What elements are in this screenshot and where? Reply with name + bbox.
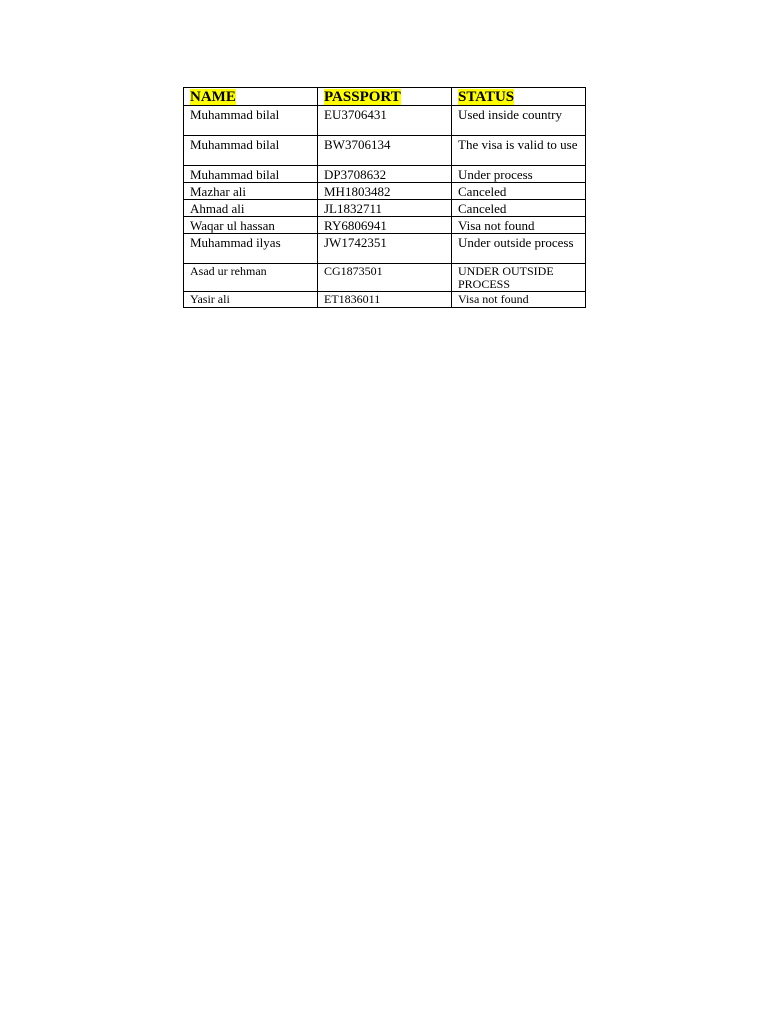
cell-status: Used inside country — [452, 106, 586, 136]
cell-name: Muhammad bilal — [184, 106, 318, 136]
cell-passport: ET1836011 — [318, 292, 452, 308]
table-row — [184, 166, 586, 183]
cell-name: Muhammad ilyas — [184, 234, 318, 264]
table-row — [184, 183, 586, 200]
table-row — [184, 106, 586, 136]
cell-status: UNDER OUTSIDE PROCESS — [452, 264, 586, 292]
cell-passport: EU3706431 — [318, 106, 452, 136]
cell-name: Muhammad bilal — [184, 136, 318, 166]
cell-status: Visa not found — [452, 217, 586, 234]
cell-name: Asad ur rehman — [184, 264, 318, 292]
cell-name: Muhammad bilal — [184, 166, 318, 183]
cell-passport: JL1832711 — [318, 200, 452, 217]
cell-passport: RY6806941 — [318, 217, 452, 234]
cell-status: Under outside process — [452, 234, 586, 264]
cell-status: Canceled — [452, 200, 586, 217]
table-row — [184, 136, 586, 166]
cell-name: Mazhar ali — [184, 183, 318, 200]
header-passport: PASSPORT — [318, 88, 452, 106]
table-row — [184, 292, 586, 308]
table-row — [184, 200, 586, 217]
cell-name: Ahmad ali — [184, 200, 318, 217]
cell-passport: CG1873501 — [318, 264, 452, 292]
cell-passport: JW1742351 — [318, 234, 452, 264]
cell-status: The visa is valid to use — [452, 136, 586, 166]
cell-passport: BW3706134 — [318, 136, 452, 166]
cell-passport: MH1803482 — [318, 183, 452, 200]
table-row — [184, 217, 586, 234]
cell-name: Yasir ali — [184, 292, 318, 308]
header-name: NAME — [184, 88, 318, 106]
table-header-row — [184, 88, 586, 106]
cell-name: Waqar ul hassan — [184, 217, 318, 234]
table-row — [184, 234, 586, 264]
cell-status: Canceled — [452, 183, 586, 200]
passport-status-table — [183, 87, 586, 308]
header-status: STATUS — [452, 88, 586, 106]
table-row — [184, 264, 586, 292]
cell-status: Visa not found — [452, 292, 586, 308]
cell-passport: DP3708632 — [318, 166, 452, 183]
cell-status: Under process — [452, 166, 586, 183]
